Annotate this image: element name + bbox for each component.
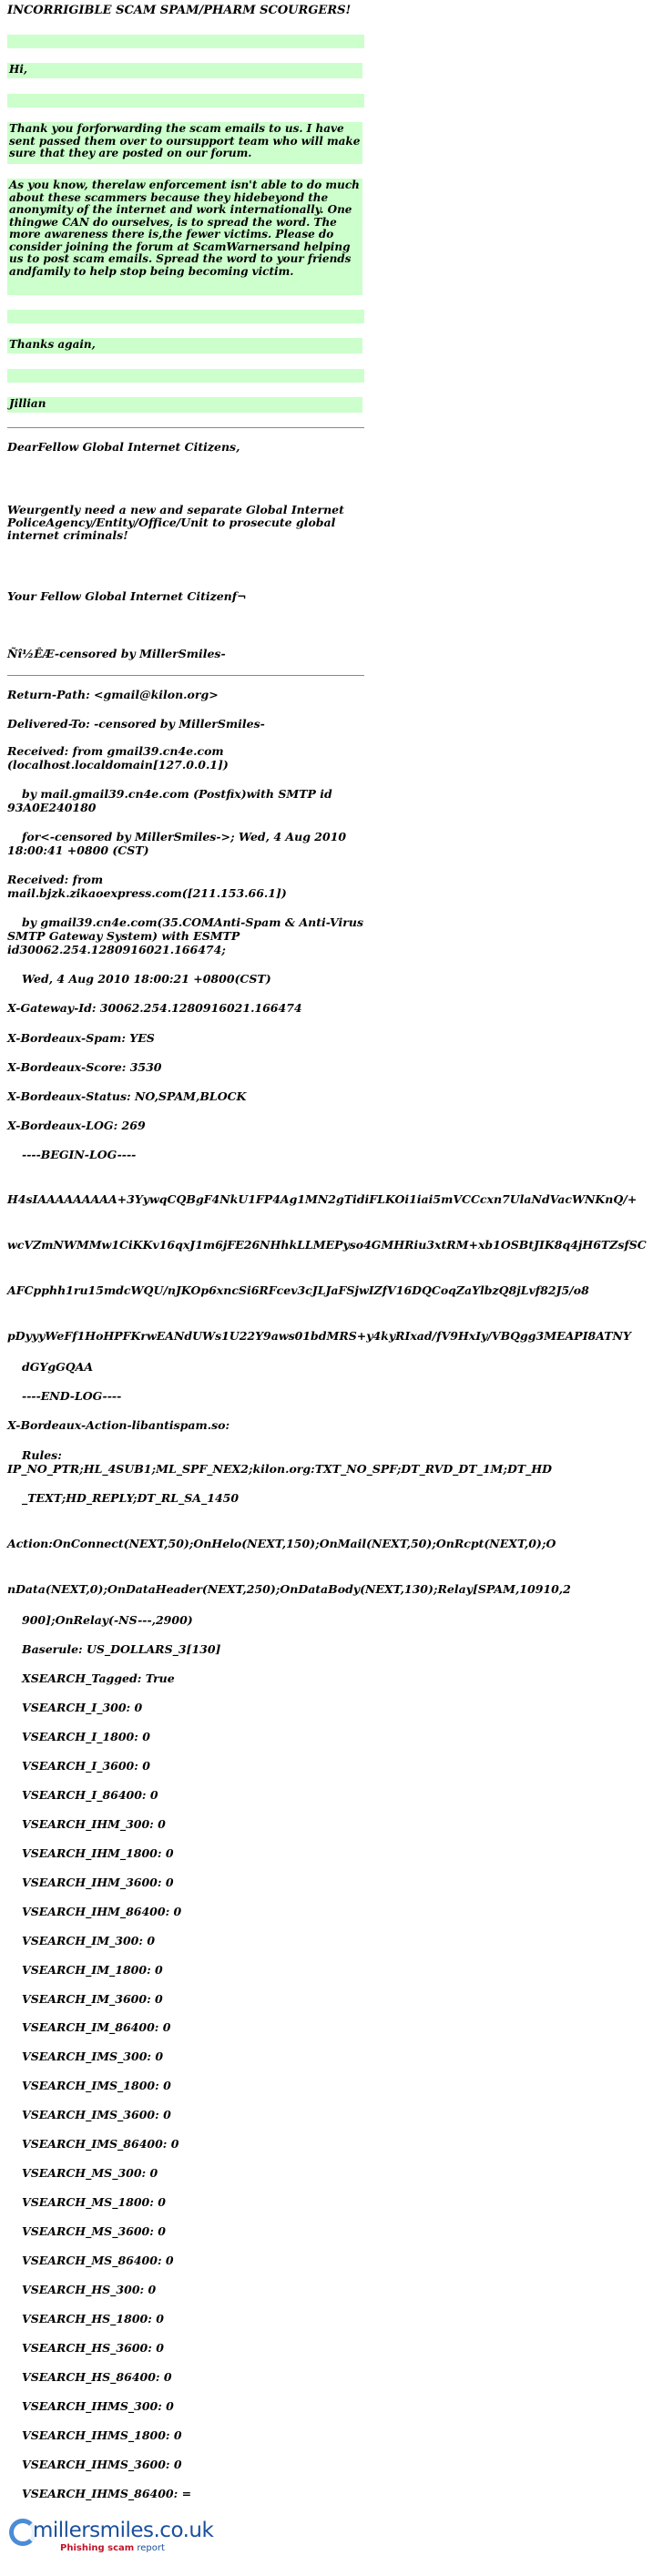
vsearch-line: VSEARCH_IM_3600: 0 [22, 1992, 163, 2006]
censored-sender: Ñî½ÊÆ-censored by MillerSmiles- [7, 647, 226, 660]
vsearch-line: VSEARCH_IHM_300: 0 [22, 1817, 166, 1831]
header-received-2: mail.bjzk.zikaoexpress.com([211.153.66.1]) [7, 886, 287, 900]
header-received-2: Received: from [7, 873, 104, 886]
log-begin: ----BEGIN-LOG---- [22, 1148, 137, 1161]
vsearch-line: VSEARCH_IM_86400: 0 [22, 2020, 171, 2034]
xsearch-tagged: XSEARCH_Tagged: True [22, 1671, 175, 1685]
green-spacer [7, 369, 364, 383]
thanks-again: Thanks again, [7, 338, 362, 353]
log-line: dGYgGQAA [22, 1360, 94, 1374]
vsearch-line: VSEARCH_I_1800: 0 [22, 1730, 150, 1743]
vsearch-line: VSEARCH_IHM_86400: 0 [22, 1905, 182, 1918]
vsearch-line: VSEARCH_HS_3600: 0 [22, 2341, 164, 2355]
header-received-1: Received: from gmail39.cn4e.com [7, 744, 224, 758]
vsearch-line: VSEARCH_IMS_300: 0 [22, 2050, 164, 2063]
logo-tagline-blue: report [134, 2543, 165, 2553]
vsearch-line: VSEARCH_IMS_3600: 0 [22, 2108, 171, 2121]
logo-name: millersmiles.co.uk [33, 2519, 214, 2542]
vsearch-line: VSEARCH_I_3600: 0 [22, 1759, 150, 1773]
vsearch-line: VSEARCH_MS_86400: 0 [22, 2254, 174, 2267]
action-line: 900];OnRelay(-NS---,2900) [22, 1613, 193, 1627]
header-received-2: by gmail39.cn4e.com(35.COMAnti-Spam & Anti-Virus [22, 915, 363, 929]
vsearch-line: VSEARCH_IHMS_3600: 0 [22, 2458, 182, 2471]
header-received-1: (localhost.localdomain[127.0.0.1]) [7, 758, 229, 772]
vsearch-line: VSEARCH_IHM_1800: 0 [22, 1846, 174, 1860]
log-end: ----END-LOG---- [22, 1389, 122, 1403]
header-return-path: Return-Path: <gmail@kilon.org> [7, 688, 219, 701]
rules-label: Rules: [22, 1448, 62, 1462]
header-received-2: id30062.254.1280916021.166474; [7, 943, 226, 956]
vsearch-line: VSEARCH_IHMS_1800: 0 [22, 2428, 182, 2442]
vsearch-line: VSEARCH_IHM_3600: 0 [22, 1876, 174, 1889]
thanks-paragraph: Thank you forforwarding the scam emails to us. I have sent passed them over to oursupport team who will make sure that they are posted on our forum. [7, 122, 362, 164]
vsearch-line: VSEARCH_IMS_1800: 0 [22, 2079, 171, 2092]
green-spacer [7, 310, 364, 323]
header-received-1: by mail.gmail39.cn4e.com (Postfix)with SMTP id [22, 787, 332, 801]
vsearch-line: VSEARCH_IHMS_300: 0 [22, 2399, 174, 2413]
vsearch-line: VSEARCH_I_300: 0 [22, 1701, 143, 1714]
vsearch-line: VSEARCH_HS_1800: 0 [22, 2312, 164, 2326]
vsearch-line: VSEARCH_MS_1800: 0 [22, 2195, 166, 2209]
logo-tagline-red: Phishing scam [60, 2543, 135, 2553]
header-action-libantispam: X-Bordeaux-Action-libantispam.so: [7, 1418, 230, 1432]
signature-name: Jillian [7, 397, 362, 413]
header-bordeaux-spam: X-Bordeaux-Spam: YES [7, 1031, 155, 1045]
log-line: AFCpphh1ru15mdcWQU/nJKOp6xncSi6RFcev3cJLJaFSjwIZfV16DQCoqZaYlbzQ8jLvf82J5/o8 [7, 1283, 589, 1297]
body-greeting: DearFellow Global Internet Citizens, [7, 440, 240, 454]
header-bordeaux-status: X-Bordeaux-Status: NO,SPAM,BLOCK [7, 1089, 247, 1103]
vsearch-line: VSEARCH_HS_300: 0 [22, 2283, 157, 2296]
vsearch-line: VSEARCH_IM_1800: 0 [22, 1963, 163, 1977]
body-signoff: Your Fellow Global Internet Citizenf¬ [7, 589, 247, 603]
header-received-1: 93A0E240180 [7, 801, 97, 814]
green-spacer [7, 94, 364, 107]
green-spacer [7, 35, 364, 48]
divider [7, 427, 364, 428]
greeting-hi: Hi, [7, 63, 362, 78]
rules-line: IP_NO_PTR;HL_4SUB1;ML_SPF_NEX2;kilon.org:TXT_NO_SPF;DT_RVD_DT_1M;DT_HD [7, 1462, 553, 1476]
action-line: nData(NEXT,0);OnDataHeader(NEXT,250);OnDataBody(NEXT,130);Relay[SPAM,10910,2 [7, 1582, 571, 1596]
baserule-line: Baserule: US_DOLLARS_3[130] [22, 1642, 221, 1656]
vsearch-line: VSEARCH_IM_300: 0 [22, 1934, 156, 1947]
vsearch-line: VSEARCH_I_86400: 0 [22, 1788, 158, 1802]
vsearch-line: VSEARCH_MS_300: 0 [22, 2166, 158, 2180]
header-gateway-id: X-Gateway-Id: 30062.254.1280916021.166474 [7, 1001, 302, 1015]
header-received-2: SMTP Gateway System) with ESMTP [7, 929, 240, 943]
header-bordeaux-log: X-Bordeaux-LOG: 269 [7, 1119, 146, 1132]
header-received-2: Wed, 4 Aug 2010 18:00:21 +0800(CST) [22, 972, 271, 986]
divider [7, 675, 364, 676]
awareness-paragraph: As you know, therelaw enforcement isn't able to do much about these scammers because they hidebeyond the anonymity of the internet and work internationally. One thingwe CAN do ourselves, is to spread the word. The more awareness there is,the fewer victims. Please do consider joining the forum at ScamWarnersand helping us to post scam emails. Spread the word to your friends andfamily to help stop being becoming victim. [7, 179, 362, 295]
log-line: pDyyyWeFf1HoHPFKrwEANdUWs1U22Y9aws01bdMRS+y4kyRIxad/fV9HxIy/VBQgg3MEAPI8ATNY [7, 1329, 631, 1343]
rules-line: _TEXT;HD_REPLY;DT_RL_SA_1450 [22, 1491, 240, 1505]
email-title: INCORRIGIBLE SCAM SPAM/PHARM SCOURGERS! [7, 4, 352, 17]
vsearch-line: VSEARCH_IHMS_86400: = [22, 2487, 192, 2500]
header-received-1: 18:00:41 +0800 (CST) [7, 843, 149, 857]
log-line: wcVZmNWMMw1CiKKv16qxJ1m6jFE26NHhkLLMEPyso4GMHRiu3xtRM+xb1OSBtJIK8q4jH6TZsfSC [7, 1238, 647, 1252]
action-line: Action:OnConnect(NEXT,50);OnHelo(NEXT,150);OnMail(NEXT,50);OnRcpt(NEXT,0);O [7, 1537, 556, 1550]
vsearch-line: VSEARCH_MS_3600: 0 [22, 2224, 166, 2238]
vsearch-line: VSEARCH_HS_86400: 0 [22, 2370, 172, 2384]
logo-tagline [60, 2543, 165, 2554]
log-line: H4sIAAAAAAAAA+3YywqCQBgF4NkU1FP4Ag1MN2gTidiFLKOi1iai5mVCCcxn7UlaNdVacWNKnQ/+ [7, 1192, 638, 1206]
header-received-1: for<-censored by MillerSmiles->; Wed, 4 Aug 2010 [22, 830, 347, 843]
header-delivered-to: Delivered-To: -censored by MillerSmiles- [7, 717, 265, 731]
vsearch-line: VSEARCH_IMS_86400: 0 [22, 2137, 179, 2151]
millersmiles-logo[interactable] [9, 2519, 214, 2571]
body-paragraph: Weurgently need a new and separate Global Internet PoliceAgency/Entity/Office/Unit to prosecute global internet criminals! [7, 503, 344, 542]
header-bordeaux-score: X-Bordeaux-Score: 3530 [7, 1060, 162, 1074]
